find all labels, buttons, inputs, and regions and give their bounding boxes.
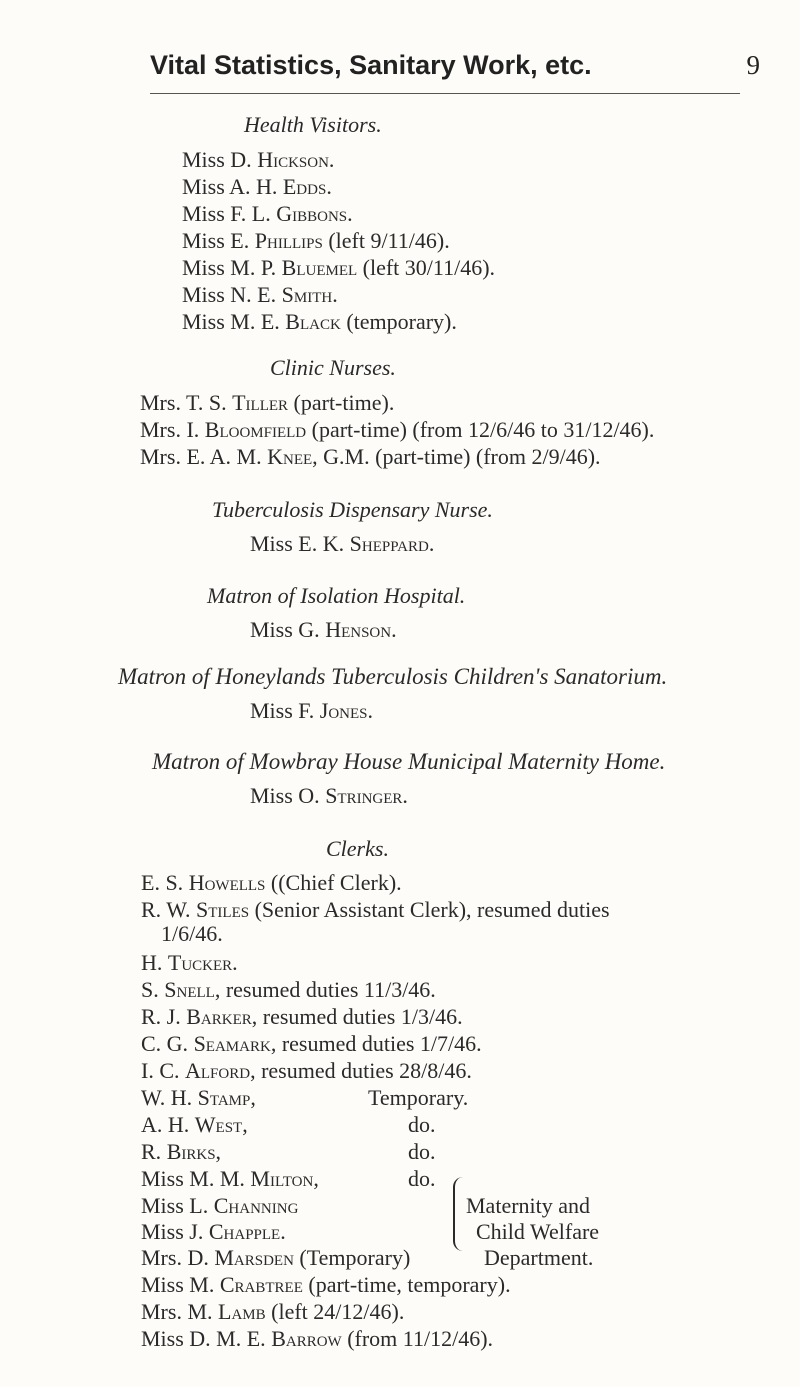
entry-note: (temporary). xyxy=(340,309,457,334)
mowbray-matron-name xyxy=(250,783,408,809)
list-item xyxy=(141,1299,404,1325)
person-surname: Marsden xyxy=(214,1245,294,1270)
entry-note: . xyxy=(280,1219,286,1244)
person-surname: Alford xyxy=(185,1058,251,1083)
person-surname: Stamp xyxy=(197,1085,251,1110)
entry-note: (part-time) (from 12/6/46 to 31/12/46). xyxy=(306,417,655,442)
department-label: Maternity and xyxy=(466,1193,591,1218)
list-item xyxy=(141,1326,493,1352)
person-title-initials: Miss M. P. xyxy=(182,255,277,280)
entry-note: (Senior Assistant Clerk), resumed duties xyxy=(249,897,610,922)
person-surname: Lamb xyxy=(218,1299,266,1324)
person-surname: Black xyxy=(285,309,341,334)
list-item xyxy=(140,444,601,470)
person-title-initials: Miss D. xyxy=(182,147,252,172)
person-surname: Tucker xyxy=(167,950,233,975)
person-title-initials: Miss F. xyxy=(250,698,315,723)
person-title-initials: Miss L. xyxy=(141,1193,209,1218)
list-item xyxy=(141,950,238,976)
person-surname: Bloomfield xyxy=(204,417,307,442)
list-item xyxy=(141,1004,463,1030)
person-surname: Tiller xyxy=(232,390,289,415)
entry-note: (from 11/12/46). xyxy=(341,1326,494,1351)
list-item xyxy=(141,897,610,923)
person-surname: Barrow xyxy=(271,1326,342,1351)
person-title-initials: Miss M. M. xyxy=(141,1166,245,1191)
list-item xyxy=(182,282,338,308)
person-surname: Stiles xyxy=(196,897,250,922)
entry-note: ((Chief Clerk). xyxy=(265,870,402,895)
person-surname: Jones xyxy=(319,698,368,723)
person-surname: Knee xyxy=(267,444,313,469)
list-item xyxy=(182,255,495,281)
entry-note: (left 24/12/46). xyxy=(265,1299,405,1324)
person-surname: Milton xyxy=(250,1166,314,1191)
list-item xyxy=(141,1031,482,1057)
person-title-initials: Mrs. M. xyxy=(141,1299,213,1324)
section-heading-tb-nurse: Tuberculosis Dispensary Nurse. xyxy=(212,497,493,522)
person-surname: Howells xyxy=(188,870,266,895)
person-surname: Chapple xyxy=(208,1219,281,1244)
section-heading-health-visitors: Health Visitors. xyxy=(244,112,382,137)
department-label: Child Welfare xyxy=(476,1219,600,1244)
person-surname: Snell xyxy=(164,977,215,1002)
temporary-label: Temporary. xyxy=(368,1085,469,1110)
ditto-label: do. xyxy=(408,1112,436,1137)
person-title-initials: H. xyxy=(141,950,163,975)
list-item xyxy=(141,870,402,896)
person-title-initials: Miss G. xyxy=(250,617,320,642)
ditto-label: do. xyxy=(408,1139,436,1164)
honeylands-matron-name xyxy=(250,698,373,724)
entry-note: , resumed duties 28/8/46. xyxy=(250,1058,472,1083)
entry-note: (Temporary) xyxy=(293,1245,411,1270)
list-item xyxy=(182,174,332,200)
entry-note: , xyxy=(250,1085,256,1110)
list-item-continuation xyxy=(161,921,223,947)
entry-note: 1/6/46. xyxy=(161,921,223,946)
entry-note: (left 9/11/46). xyxy=(322,228,450,253)
person-surname: Henson xyxy=(325,617,392,642)
person-title-initials: E. S. xyxy=(141,870,184,895)
person-surname: Sheppard xyxy=(349,531,429,556)
isolation-matron-name xyxy=(250,617,397,643)
list-item xyxy=(141,1245,410,1271)
entry-note: . xyxy=(347,201,353,226)
header-rule xyxy=(150,93,740,94)
person-title-initials: R. xyxy=(141,1139,162,1164)
person-title-initials: Miss J. xyxy=(141,1219,204,1244)
list-item xyxy=(182,147,334,173)
entry-note: , G.M. (part-time) (from 2/9/46). xyxy=(312,444,601,469)
list-item xyxy=(141,1085,256,1111)
running-header xyxy=(150,50,760,81)
section-heading-mowbray: Matron of Mowbray House Municipal Maternity Home. xyxy=(152,749,666,774)
entry-note: . xyxy=(332,282,338,307)
entry-note: , xyxy=(242,1112,248,1137)
entry-note: . xyxy=(391,617,397,642)
list-item xyxy=(141,1272,511,1298)
department-label: Department. xyxy=(484,1245,594,1270)
entry-note: , xyxy=(215,1139,222,1164)
person-title-initials: I. C. xyxy=(141,1058,180,1083)
list-item xyxy=(141,1058,472,1084)
person-surname: Barker xyxy=(186,1004,252,1029)
person-title-initials: A. H. xyxy=(141,1112,190,1137)
entry-note: . xyxy=(328,147,335,172)
person-title-initials: Miss O. xyxy=(250,783,320,808)
person-title-initials: C. G. xyxy=(141,1031,189,1056)
entry-note: . xyxy=(367,698,374,723)
person-title-initials: Mrs. I. xyxy=(140,417,200,442)
person-title-initials: Miss E. K. xyxy=(250,531,345,556)
person-title-initials: Miss F. L. xyxy=(182,201,271,226)
tb-nurse-name xyxy=(250,531,434,557)
entry-note: (left 30/11/46). xyxy=(357,255,496,280)
list-item xyxy=(140,390,394,416)
person-surname: Hickson xyxy=(257,147,329,172)
person-title-initials: Miss M. E. xyxy=(182,309,280,334)
person-surname: Stringer xyxy=(325,783,403,808)
header-title: Vital Statistics, Sanitary Work, etc. xyxy=(150,50,592,80)
person-surname: Crabtree xyxy=(219,1272,303,1297)
list-item xyxy=(141,1193,298,1219)
section-heading-isolation: Matron of Isolation Hospital. xyxy=(207,583,466,608)
list-item xyxy=(141,1139,221,1165)
section-heading-clinic-nurses: Clinic Nurses. xyxy=(270,355,396,380)
person-surname: Channing xyxy=(213,1193,299,1218)
list-item xyxy=(141,977,436,1003)
person-title-initials: Mrs. E. A. M. xyxy=(140,444,262,469)
person-surname: Seamark xyxy=(193,1031,271,1056)
entry-note: (part-time, temporary). xyxy=(302,1272,511,1297)
entry-note: , resumed duties 1/7/46. xyxy=(270,1031,482,1056)
person-title-initials: Miss D. M. E. xyxy=(141,1326,266,1351)
entry-note: , resumed duties 11/3/46. xyxy=(214,977,436,1002)
entry-note: . xyxy=(402,783,408,808)
entry-note: . xyxy=(232,950,238,975)
entry-note: (part-time). xyxy=(288,390,395,415)
section-heading-clerks: Clerks. xyxy=(326,836,389,861)
person-surname: Smith xyxy=(281,282,333,307)
entry-note: . xyxy=(428,531,435,556)
person-title-initials: Miss M. xyxy=(141,1272,215,1297)
brace-symbol xyxy=(453,1177,467,1251)
list-item xyxy=(141,1166,319,1192)
list-item xyxy=(140,417,654,443)
person-surname: Phillips xyxy=(254,228,323,253)
person-title-initials: Miss A. H. xyxy=(182,174,278,199)
ditto-label: do. xyxy=(408,1166,436,1191)
entry-note: . xyxy=(326,174,332,199)
person-title-initials: Miss N. E. xyxy=(182,282,277,307)
list-item xyxy=(182,201,353,227)
person-surname: Gibbons xyxy=(276,201,348,226)
person-title-initials: W. H. xyxy=(141,1085,193,1110)
person-surname: West xyxy=(194,1112,243,1137)
list-item xyxy=(182,228,450,254)
person-title-initials: R. J. xyxy=(141,1004,181,1029)
list-item xyxy=(141,1112,248,1138)
entry-note: , xyxy=(313,1166,319,1191)
list-item xyxy=(182,309,457,335)
list-item xyxy=(141,1219,286,1245)
person-title-initials: Miss E. xyxy=(182,228,250,253)
person-surname: Bluemel xyxy=(281,255,358,280)
page-number: 9 xyxy=(746,50,760,80)
person-title-initials: Mrs. D. xyxy=(141,1245,209,1270)
person-surname: Edds xyxy=(282,174,327,199)
section-heading-honeylands: Matron of Honeylands Tuberculosis Children's Sanatorium. xyxy=(118,664,668,689)
person-title-initials: S. xyxy=(141,977,159,1002)
entry-note: , resumed duties 1/3/46. xyxy=(251,1004,463,1029)
person-title-initials: Mrs. T. S. xyxy=(140,390,227,415)
person-surname: Birks xyxy=(166,1139,216,1164)
person-title-initials: R. W. xyxy=(141,897,191,922)
